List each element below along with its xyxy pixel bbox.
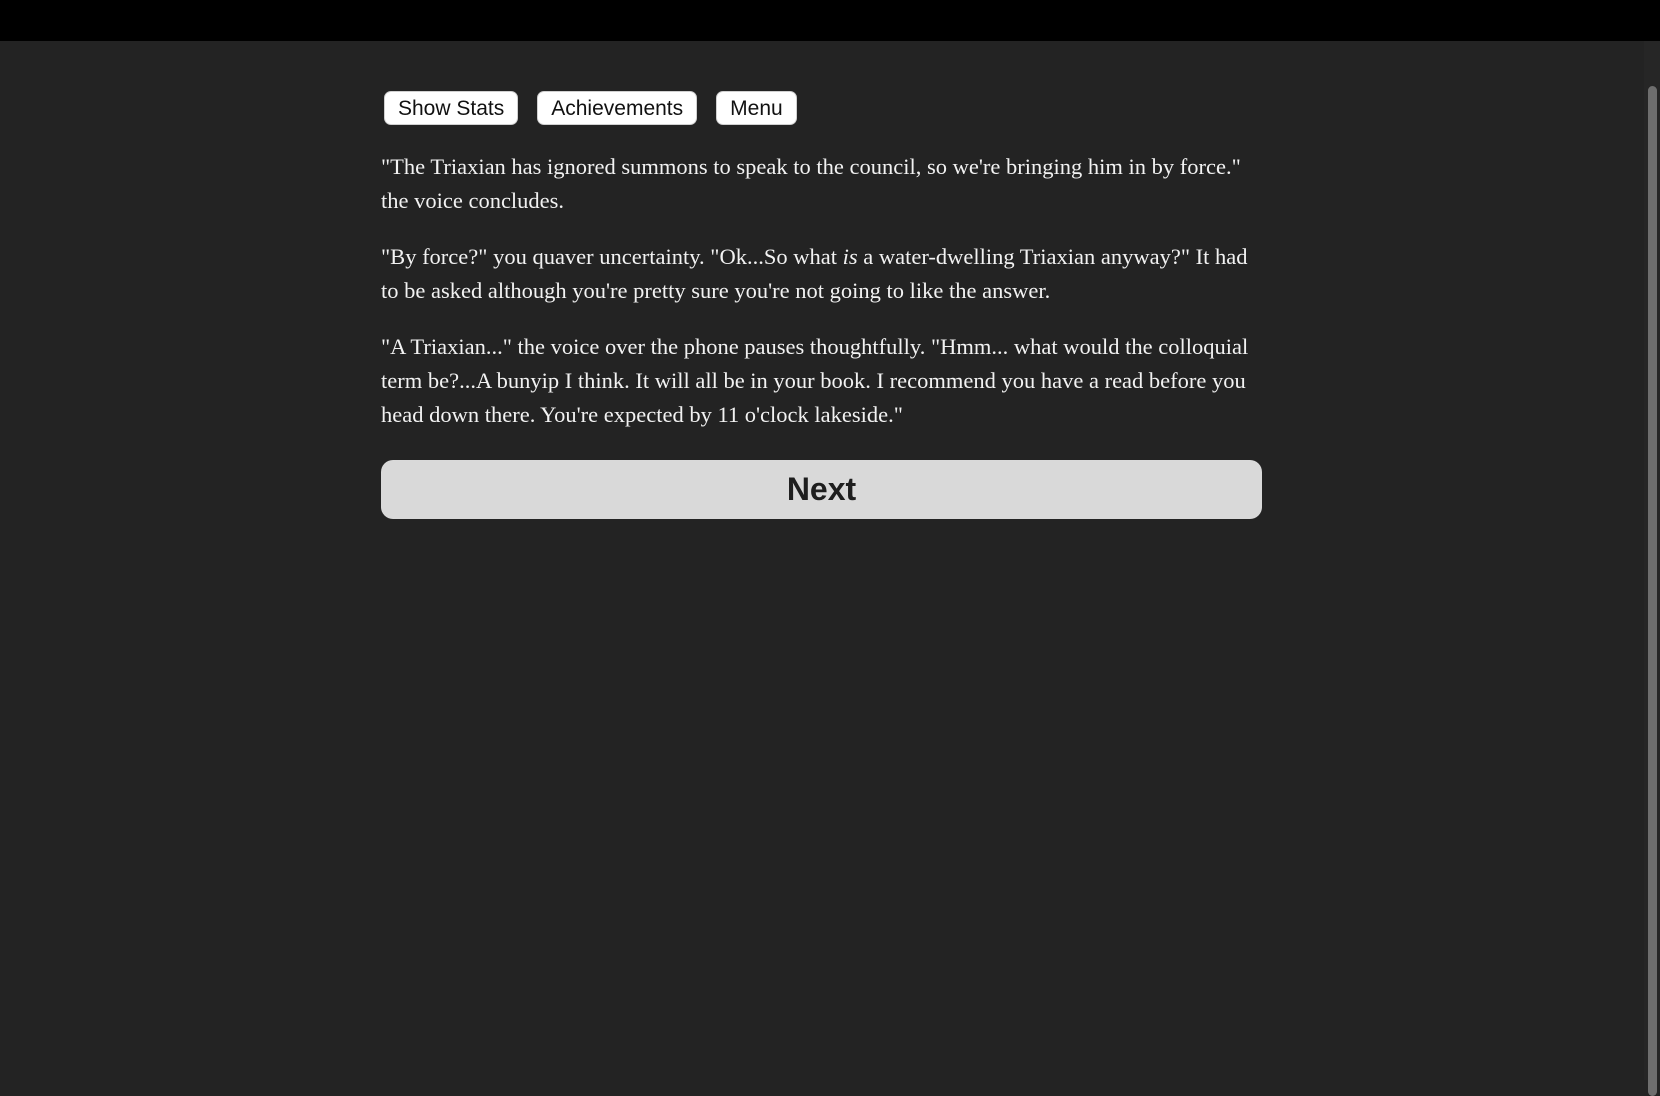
scrollbar-thumb[interactable] <box>1648 86 1657 1096</box>
show-stats-button[interactable]: Show Stats <box>384 91 518 125</box>
story-paragraph-1: "The Triaxian has ignored summons to speak to the council, so we're bringing him in by force." the voice concludes. <box>381 154 1241 213</box>
story-text <box>381 150 1262 432</box>
story-paragraph-3: "A Triaxian..." the voice over the phone pauses thoughtfully. "Hmm... what would the colloquial term be?...A bunyip I think. It will all be in your book. I recommend you have a read before you head down there. You're expected by 11 o'clock lakeside." <box>381 334 1249 427</box>
browser-top-bar <box>0 0 1660 41</box>
game-main <box>381 91 1262 519</box>
scrollbar[interactable] <box>1644 41 1660 1080</box>
story-paragraph-2-end: a water-dwelling Triaxian anyway?" It had to be asked although you're pretty sure you're not going to like the answer. <box>381 244 1248 303</box>
story-paragraph-2-start: "By force?" you quaver uncertainty. "Ok...So what <box>381 244 843 269</box>
toolbar <box>384 91 1262 125</box>
achievements-button[interactable]: Achievements <box>537 91 697 125</box>
menu-button[interactable]: Menu <box>716 91 797 125</box>
story-paragraph-2-emphasis: is <box>842 244 858 269</box>
story-paragraph-2 <box>381 240 1262 308</box>
next-button[interactable]: Next <box>381 460 1262 519</box>
